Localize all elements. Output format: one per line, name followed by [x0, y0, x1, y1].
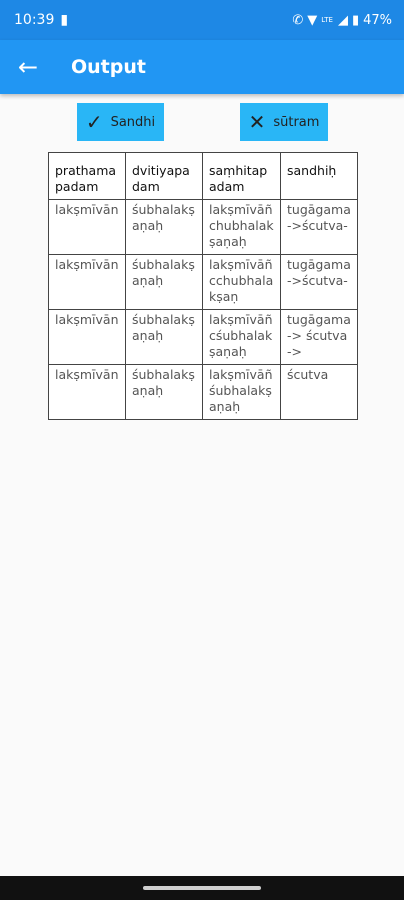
- signal-icon: ◢: [337, 12, 348, 28]
- table-cell: śubhalakṣaṇaḥ: [126, 200, 203, 255]
- table-cell: lakṣmīvān: [49, 365, 126, 420]
- table-cell: śubhalakṣaṇaḥ: [126, 310, 203, 365]
- network-type: LTE: [321, 16, 333, 24]
- sandhi-button-label: Sandhi: [110, 114, 156, 130]
- header-dvitiyapadam: dvitiyapadam: [126, 153, 203, 200]
- wifi-call-icon: ✆: [292, 12, 304, 28]
- table-cell: lakṣmīvāñchubhalakṣaṇaḥ: [203, 200, 281, 255]
- sandhi-button[interactable]: [77, 103, 164, 141]
- status-bar: [0, 0, 404, 40]
- header-sandhih: sandhiḥ: [281, 153, 358, 200]
- status-right: [292, 13, 392, 28]
- home-indicator[interactable]: [143, 886, 261, 890]
- back-button[interactable]: [0, 40, 56, 94]
- table-header-row: [49, 153, 358, 200]
- result-table: [48, 152, 358, 420]
- table-cell: lakṣmīvān: [49, 310, 126, 365]
- sutram-button-label: sūtram: [273, 114, 320, 130]
- page-title: Output: [71, 56, 146, 78]
- table-cell: tugāgama->ścutva-: [281, 255, 358, 310]
- status-left: [14, 12, 68, 28]
- table-row: [49, 310, 358, 365]
- sutram-button[interactable]: [240, 103, 328, 141]
- table-row: [49, 255, 358, 310]
- table-cell: tugāgama -> ścutva->: [281, 310, 358, 365]
- table-row: [49, 200, 358, 255]
- table-cell: lakṣmīvāñcchubhalakṣaṇ: [203, 255, 281, 310]
- app-bar: [0, 40, 404, 94]
- check-icon: ✓: [85, 110, 103, 134]
- sd-card-icon: ▮: [60, 12, 69, 28]
- table-row: [49, 365, 358, 420]
- table-cell: lakṣmīvān: [49, 255, 126, 310]
- table-cell: śubhalakṣaṇaḥ: [126, 365, 203, 420]
- wifi-icon: ▼: [307, 12, 318, 28]
- battery-level: 47%: [363, 12, 392, 28]
- table-cell: tugāgama->ścutva-: [281, 200, 358, 255]
- close-icon: ✕: [248, 110, 266, 134]
- header-prathamapadam: prathamapadam: [49, 153, 126, 200]
- navigation-bar: [0, 876, 404, 900]
- table-cell: ścutva: [281, 365, 358, 420]
- battery-icon: ▮: [351, 12, 360, 28]
- header-samhitapadam: saṃhitapadam: [203, 153, 281, 200]
- arrow-left-icon: ←: [17, 53, 39, 81]
- table-cell: lakṣmīvān: [49, 200, 126, 255]
- table-cell: lakṣmīvāñśubhalakṣaṇaḥ: [203, 365, 281, 420]
- status-time: 10:39: [14, 12, 55, 28]
- table-cell: lakṣmīvāñcśubhalakṣaṇaḥ: [203, 310, 281, 365]
- table-cell: śubhalakṣaṇaḥ: [126, 255, 203, 310]
